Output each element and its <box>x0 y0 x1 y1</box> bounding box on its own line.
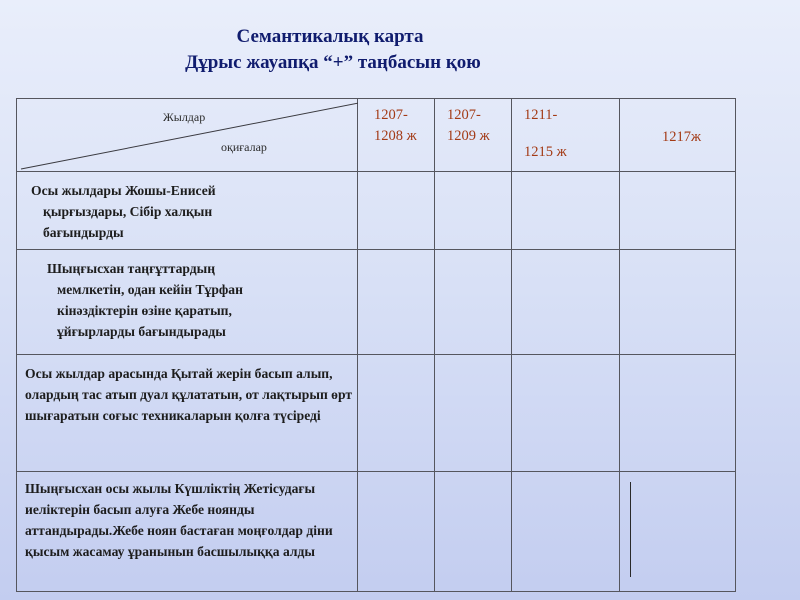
year-header-line: 1207- <box>447 107 481 123</box>
answer-cell[interactable] <box>620 355 736 472</box>
year-header-line: 1215 ж <box>524 144 567 160</box>
event-text-line: бағындырды <box>43 225 124 240</box>
year-header-1207-1209 <box>435 99 512 172</box>
event-text-line: ұйғырларды бағындырады <box>57 324 226 339</box>
table-row <box>17 172 736 250</box>
corner-cell <box>17 99 358 172</box>
answer-cell[interactable] <box>435 250 512 355</box>
year-header-line: 1217ж <box>662 129 702 145</box>
event-text-line: қырғыздары, Сібір халқын <box>43 204 213 219</box>
header-row <box>17 99 736 172</box>
year-header-line: 1211- <box>524 107 558 123</box>
answer-cell[interactable] <box>358 355 435 472</box>
event-text: Осы жылдар арасында Қытай жерін басып алып, олардың тас атып дуал құлататын, от лақтырып өрт шығаратын соғыс техникаларын қолға түсіреді <box>25 366 353 423</box>
semantic-map-table <box>16 98 736 592</box>
answer-cell[interactable] <box>512 250 620 355</box>
event-cell-1 <box>17 172 358 250</box>
event-cell-2 <box>17 250 358 355</box>
year-header-line: 1207- <box>374 107 408 123</box>
event-cell-4 <box>17 472 358 592</box>
corner-label-events: оқиғалар <box>221 140 267 154</box>
event-text-line: Шыңғысхан таңғұттардың <box>47 261 216 276</box>
title-line-2: Дұрыс жауапқа “+” таңбасын қою <box>185 52 481 73</box>
year-header-1211-1215 <box>512 99 620 172</box>
title-line-1: Семантикалық карта <box>236 26 424 47</box>
answer-cell[interactable] <box>435 472 512 592</box>
corner-label-years: Жылдар <box>163 110 206 124</box>
year-header-1217 <box>620 99 736 172</box>
table-row <box>17 472 736 592</box>
year-header-line: 1208 ж <box>374 128 417 144</box>
table-row <box>17 355 736 472</box>
answer-cell[interactable] <box>435 172 512 250</box>
answer-cell[interactable] <box>358 472 435 592</box>
event-text-line: кінәздіктерін өзіне қаратып, <box>57 303 232 318</box>
stray-vertical-line <box>630 482 631 577</box>
answer-cell[interactable] <box>620 250 736 355</box>
table-row <box>17 250 736 355</box>
answer-cell[interactable] <box>620 172 736 250</box>
answer-cell[interactable] <box>512 472 620 592</box>
answer-cell[interactable] <box>512 172 620 250</box>
event-text-line: Осы жылдары Жошы-Енисей <box>31 183 216 198</box>
year-header-line: 1209 ж <box>447 128 490 144</box>
title-block <box>0 24 660 76</box>
event-text: Шыңғысхан осы жылы Күшліктің Жетісудағы иеліктерін басып алуға Жебе ноянды аттандырады.Жебе ноян бастаған моңғолдар діни қысым жасамау ұранынын басшылыққа алды <box>25 481 333 559</box>
event-text-line: мемлкетін, одан кейін Тұрфан <box>57 282 243 297</box>
answer-cell[interactable] <box>358 250 435 355</box>
answer-cell[interactable] <box>620 472 736 592</box>
year-header-1207-1208 <box>358 99 435 172</box>
answer-cell[interactable] <box>435 355 512 472</box>
answer-cell[interactable] <box>358 172 435 250</box>
event-cell-3 <box>17 355 358 472</box>
answer-cell[interactable] <box>512 355 620 472</box>
